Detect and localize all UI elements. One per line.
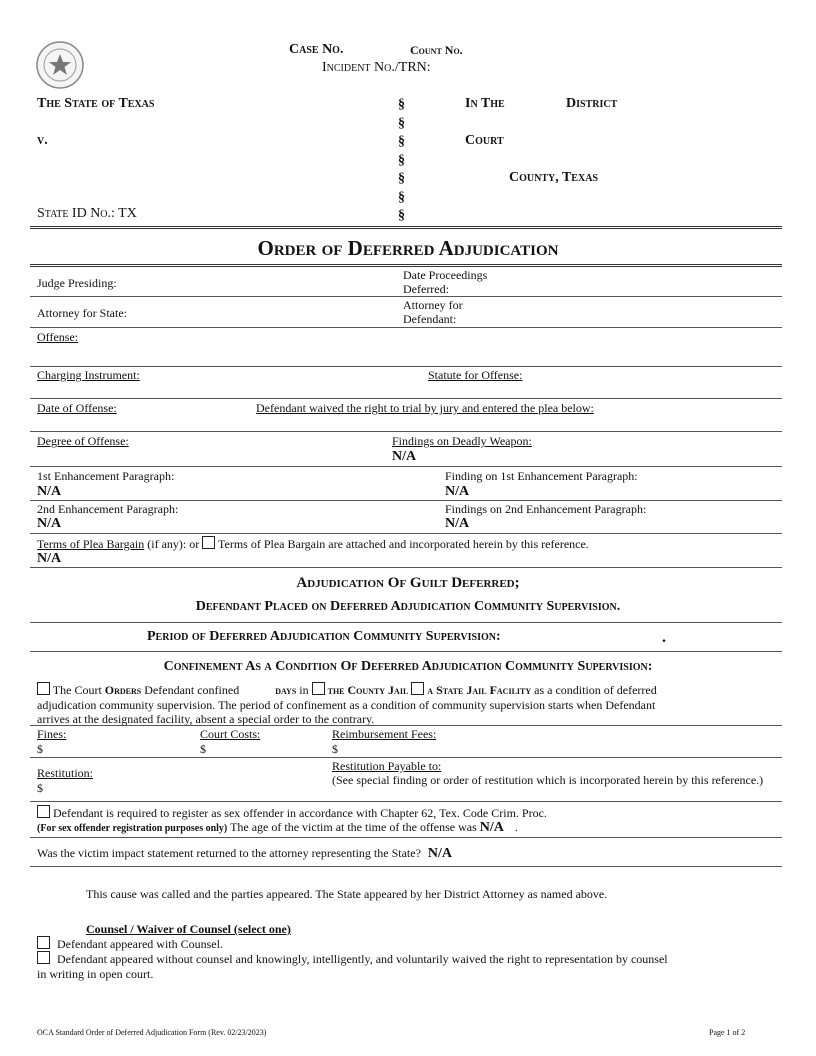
charging-instrument-label: Charging Instrument:: [37, 368, 140, 382]
form-revision: OCA Standard Order of Deferred Adjudication Form (Rev. 02/23/2023): [37, 1028, 267, 1037]
state-id-label: State ID No.: TX: [37, 206, 137, 221]
district-label: District: [566, 96, 618, 111]
county-jail-checkbox[interactable]: [312, 682, 325, 695]
state-seal-logo: [35, 40, 85, 90]
degree-label: Degree of Offense:: [37, 434, 129, 448]
deadly-weapon-label: Findings on Deadly Weapon:: [392, 434, 532, 448]
state-of-texas: The State of Texas: [37, 96, 155, 111]
with-counsel-checkbox[interactable]: [37, 936, 50, 949]
plea-value: N/A: [37, 551, 62, 566]
attorney-defendant-label: Attorney for Defendant:: [403, 298, 463, 326]
period-dot: .: [662, 629, 666, 646]
restitution-payable-label: Restitution Payable to:: [332, 759, 442, 773]
attorney-state-label: Attorney for State:: [37, 306, 127, 320]
victim-age-value: N/A: [479, 820, 504, 835]
state-jail-checkbox[interactable]: [411, 682, 424, 695]
restitution-note: (See special finding or order of restitution which is incorporated herein by this reference.): [332, 773, 764, 787]
confinement-heading: Confinement As a Condition Of Deferred Adjudication Community Supervision:: [163, 659, 653, 674]
plea-attached-checkbox[interactable]: [202, 536, 215, 549]
county-texas-label: County, Texas: [509, 170, 598, 185]
counsel-heading: Counsel / Waiver of Counsel (select one): [86, 922, 291, 936]
cause-paragraph: This cause was called and the parties appeared. The State appeared by her District Attorney as named above.: [86, 887, 608, 901]
finding-enh1-label: Finding on 1st Enhancement Paragraph:: [445, 469, 638, 483]
fines-label: Fines:: [37, 727, 67, 741]
versus-label: v.: [37, 133, 48, 148]
plea-bargain-row: Terms of Plea Bargain (if any): or Terms of Plea Bargain are attached and incorporated herein by this reference.: [37, 537, 589, 551]
enh1-label: 1st Enhancement Paragraph:: [37, 469, 175, 483]
counsel-option-2: Defendant appeared without counsel and knowingly, intelligently, and voluntarily waived the right to representation by counsel in writing in open court.: [37, 952, 668, 981]
judge-presiding-label: Judge Presiding:: [37, 276, 117, 290]
document-title: Order of Deferred Adjudication: [257, 236, 559, 260]
sex-offender-checkbox[interactable]: [37, 805, 50, 818]
incident-label: Incident No./TRN:: [322, 60, 431, 75]
date-of-offense-label: Date of Offense:: [37, 401, 117, 415]
fines-dollar: $: [37, 742, 43, 756]
court-costs-dollar: $: [200, 742, 206, 756]
date-deferred-label: Date Proceedings Deferred:: [403, 268, 488, 296]
divider: [30, 264, 782, 267]
without-counsel-checkbox[interactable]: [37, 951, 50, 964]
enh2-label: 2nd Enhancement Paragraph:: [37, 502, 179, 516]
plea-attached-text: Terms of Plea Bargain are attached and incorporated herein by this reference.: [218, 537, 589, 551]
page-number: Page 1 of 2: [709, 1028, 746, 1037]
in-the-label: In The: [465, 96, 505, 111]
jury-waiver-text: Defendant waived the right to trial by jury and entered the plea below:: [256, 401, 594, 415]
finding-enh2-label: Findings on 2nd Enhancement Paragraph:: [445, 502, 647, 516]
divider: [30, 226, 782, 229]
plea-bargain-label: Terms of Plea Bargain: [37, 537, 145, 551]
confinement-paragraph: The Court Orders Defendant confined days in the County Jail a State Jail Facility as a condition of deferred adjudication community supervision. The period of confinement as a condition of community supervision starts when Defendant arrives at the designated facility, absent a special order to the contrary.: [37, 683, 657, 726]
period-heading: Period of Deferred Adjudication Community Supervision:: [147, 629, 501, 644]
restitution-label: Restitution:: [37, 766, 94, 780]
section-marks: § § § § § § §: [398, 97, 405, 223]
deadly-weapon-value: N/A: [392, 449, 417, 464]
statute-label: Statute for Offense:: [428, 368, 523, 382]
offense-label: Offense:: [37, 330, 79, 344]
finding-enh1-value: N/A: [445, 484, 470, 499]
court-costs-label: Court Costs:: [200, 727, 261, 741]
sex-offender-row: Defendant is required to register as sex offender in accordance with Chapter 62, Tex. Code Crim. Proc.: [37, 805, 547, 821]
reimbursement-dollar: $: [332, 742, 338, 756]
reimbursement-label: Reimbursement Fees:: [332, 727, 437, 741]
court-orders-checkbox[interactable]: [37, 682, 50, 695]
count-no-label: Count No.: [410, 43, 463, 57]
restitution-dollar: $: [37, 781, 43, 795]
supervision-heading: Defendant Placed on Deferred Adjudication Community Supervision.: [195, 599, 621, 614]
case-no-label: Case No.: [289, 42, 344, 57]
court-label: Court: [465, 133, 504, 148]
finding-enh2-value: N/A: [445, 516, 470, 531]
adjudication-heading: Adjudication Of Guilt Deferred;: [296, 575, 520, 591]
victim-impact-row: Was the victim impact statement returned to the attorney representing the State? N/A: [37, 846, 453, 861]
victim-age-row: (For sex offender registration purposes only) The age of the victim at the time of the offense was N/A .: [37, 820, 518, 835]
enh1-value: N/A: [37, 484, 62, 499]
enh2-value: N/A: [37, 516, 62, 531]
counsel-option-1: Defendant appeared with Counsel.: [37, 936, 223, 952]
victim-impact-value: N/A: [427, 846, 453, 861]
